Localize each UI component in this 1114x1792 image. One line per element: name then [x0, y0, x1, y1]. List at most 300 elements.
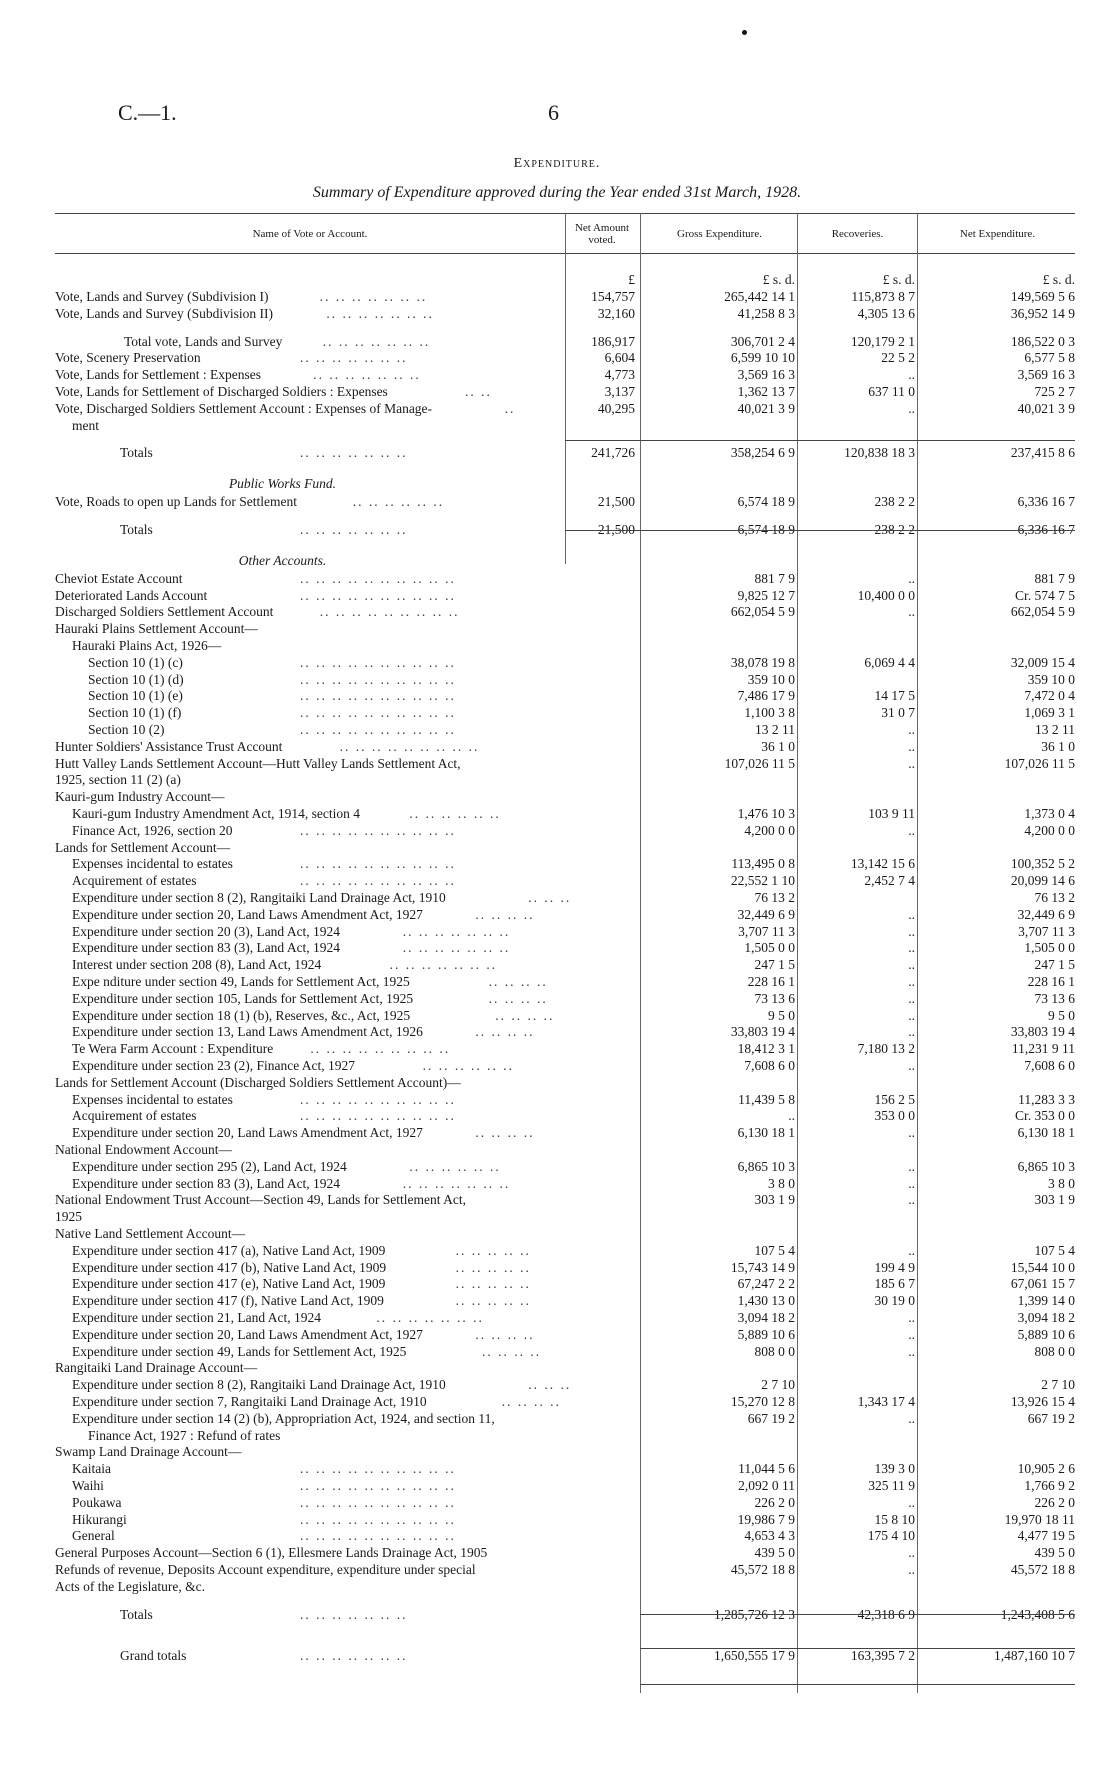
cell-voted: 154,757	[591, 289, 635, 304]
table-row	[0, 1040, 1114, 1057]
cell-rec: 353 0 0	[874, 1108, 915, 1124]
row-label: Expenses incidental to estates	[72, 856, 233, 872]
leader-dots: .. .. .. .. .. .. ..	[319, 289, 428, 304]
cell-rec: ..	[908, 1175, 915, 1191]
cell-net: 3 8 0	[1048, 1175, 1075, 1191]
cell-rec: 115,873 8 7	[851, 289, 915, 304]
cell-rec: 163,395 7 2	[850, 1648, 915, 1664]
row-label: Finance Act, 1927 : Refund of rates	[88, 1427, 281, 1443]
table-row	[0, 400, 1114, 417]
unit-net: £ s. d.	[1042, 272, 1075, 287]
cell-net: 4,477 19 5	[1017, 1528, 1075, 1544]
unit-gross: £ s. d.	[762, 272, 795, 287]
cell-rec: 7,180 13 2	[857, 1041, 915, 1057]
leader-dots: .. .. .. .. .. .. ..	[402, 940, 511, 956]
cell-gross: 73 13 6	[754, 990, 795, 1006]
leader-dots: .. .. .. .. .. .. ..	[300, 1648, 408, 1664]
table-row	[0, 620, 1114, 637]
totals-rule-1	[565, 440, 1075, 441]
table-row	[0, 889, 1114, 906]
row-label: Native Land Settlement Account—	[55, 1226, 246, 1241]
row-label: Expenditure under section 23 (2), Finance Act, 1927	[72, 1058, 356, 1073]
cell-net: 67,061 15 7	[1010, 1276, 1075, 1292]
cell-rec: 42,318 6 9	[857, 1606, 915, 1622]
cell-voted: 32,160	[597, 305, 635, 321]
cell-net: 13,926 15 4	[1010, 1394, 1075, 1409]
row-label: Cheviot Estate Account	[55, 570, 183, 586]
cell-gross: 76 13 2	[754, 890, 795, 905]
table-row	[0, 755, 1114, 772]
cell-rec: 325 11 9	[868, 1478, 915, 1493]
table-row	[0, 1175, 1114, 1192]
row-label: Expenditure under section 83 (3), Land Act, 1924	[72, 1175, 341, 1191]
row-label: Vote, Lands for Settlement of Discharged Soldiers : Expenses	[55, 384, 388, 399]
cell-rec: 10,400 0 0	[857, 587, 915, 603]
table-row	[0, 1292, 1114, 1309]
row-label: Expenditure under section 8 (2), Rangitaiki Land Drainage Act, 1910	[72, 1377, 446, 1393]
col-header-gross: Gross Expenditure.	[677, 228, 762, 240]
table-row	[0, 906, 1114, 923]
row-label: Refunds of revenue, Deposits Account expenditure, expenditure under special	[55, 1562, 476, 1577]
table-row	[0, 587, 1114, 604]
cell-net: 667 19 2	[1027, 1410, 1075, 1426]
table-row	[0, 855, 1114, 872]
leader-dots: .. .. .. .. .. .. .. .. .. ..	[300, 654, 456, 670]
cell-rec: ..	[908, 1494, 915, 1510]
table-row	[0, 704, 1114, 721]
cell-gross: 265,442 14 1	[724, 289, 795, 304]
leader-dots: .. .. .. .. .. .. .. .. .. ..	[300, 688, 456, 704]
section-heading-row	[0, 475, 1114, 492]
table-row	[0, 417, 1114, 434]
cell-gross: 4,653 4 3	[744, 1528, 795, 1544]
cell-rec: 156 2 5	[874, 1091, 915, 1107]
cell-rec: ..	[908, 1343, 915, 1359]
row-label: General	[72, 1528, 115, 1544]
row-label: Section 10 (1) (e)	[88, 688, 183, 704]
table-row	[0, 1443, 1114, 1460]
cell-rec: 175 4 10	[867, 1528, 915, 1544]
row-label: Expenditure under section 20, Land Laws Amendment Act, 1927	[72, 1326, 423, 1342]
cell-gross: 33,803 19 4	[730, 1024, 795, 1040]
leader-dots: .. .. .. .. ..	[455, 1276, 531, 1292]
row-label: National Endowment Account—	[55, 1142, 232, 1157]
table-row	[0, 366, 1114, 383]
row-label: 1925, section 11 (2) (a)	[55, 772, 181, 788]
cell-rec: 14 17 5	[874, 688, 915, 704]
table-row	[0, 603, 1114, 620]
cell-gross: 45,572 18 8	[730, 1562, 795, 1577]
leader-dots: .. .. .. .. .. .. ..	[376, 1310, 484, 1325]
cell-rec: ..	[908, 570, 915, 586]
leader-dots: .. .. .. .. .. .. .. .. .. ..	[300, 822, 456, 838]
cell-gross: 1,650,555 17 9	[714, 1648, 795, 1664]
leader-dots: .. .. .. .. .. .. .. .. .. ..	[300, 722, 456, 737]
cell-net: 15,544 10 0	[1010, 1259, 1075, 1275]
table-row	[0, 1460, 1114, 1477]
report-reference: C.—1.	[118, 100, 177, 125]
cell-rec: 22 5 2	[881, 350, 915, 366]
table-row	[0, 654, 1114, 671]
cell-rec: 31 0 7	[881, 705, 915, 721]
cell-rec: ..	[908, 738, 915, 754]
table-row	[0, 1259, 1114, 1276]
cell-gross: 9,825 12 7	[737, 587, 795, 603]
table-row	[0, 788, 1114, 805]
table-row	[0, 1007, 1114, 1024]
table-row	[0, 1242, 1114, 1259]
table-row	[0, 1091, 1114, 1108]
cell-net: Cr. 574 7 5	[1014, 587, 1075, 603]
cell-rec: 139 3 0	[874, 1461, 915, 1477]
cell-rec: ..	[908, 1310, 915, 1325]
cell-net: 40,021 3 9	[1017, 400, 1075, 416]
row-label: Kauri-gum Industry Account—	[55, 789, 225, 805]
table-row	[0, 1191, 1114, 1208]
row-label: Kaitaia	[72, 1461, 111, 1477]
row-label: Section 10 (1) (d)	[88, 671, 184, 687]
table-row	[0, 305, 1114, 322]
cell-gross: 113,495 0 8	[731, 856, 795, 872]
row-label: Rangitaiki Land Drainage Account—	[55, 1360, 258, 1376]
cell-gross: 226 2 0	[754, 1494, 795, 1510]
cell-gross: 32,449 6 9	[737, 906, 795, 922]
row-label: Lands for Settlement Account—	[55, 839, 231, 855]
totals-rule-3	[640, 1614, 1075, 1615]
leader-dots: .. .. ..	[528, 890, 572, 905]
cell-rec: ..	[908, 1410, 915, 1426]
cell-net: 11,283 3 3	[1018, 1091, 1075, 1107]
cell-gross: 1,362 13 7	[737, 384, 795, 399]
table-row	[0, 1309, 1114, 1326]
cell-rec: 6,069 4 4	[864, 654, 915, 670]
table-row	[0, 822, 1114, 839]
cell-net: 32,009 15 4	[1010, 654, 1075, 670]
cell-net: 45,572 18 8	[1010, 1562, 1075, 1577]
col-header-name: Name of Vote or Account.	[252, 228, 368, 240]
cell-gross: 107,026 11 5	[724, 755, 795, 771]
leader-dots: .. .. .. ..	[482, 1343, 542, 1359]
cell-rec: ..	[908, 990, 915, 1006]
cell-gross: 1,285,726 12 3	[714, 1606, 795, 1622]
cell-net: 6,336 16 7	[1017, 494, 1075, 510]
table-row	[0, 1343, 1114, 1360]
cell-net: 7,472 0 4	[1024, 688, 1075, 704]
cell-gross: 40,021 3 9	[737, 400, 795, 416]
cell-rec: ..	[908, 1545, 915, 1561]
leader-dots: ..	[504, 400, 516, 416]
cell-gross: 7,608 6 0	[744, 1058, 795, 1073]
cell-voted: 186,917	[591, 333, 635, 349]
cell-net: 2 7 10	[1041, 1377, 1075, 1393]
col-header-recoveries: Recoveries.	[831, 228, 884, 240]
ink-dot	[742, 30, 747, 35]
row-label: Public Works Fund.	[228, 476, 337, 492]
leader-dots: .. .. .. .. .. .. .. .. .. ..	[300, 1108, 456, 1124]
cell-net: 7,608 6 0	[1024, 1058, 1075, 1073]
cell-net: 76 13 2	[1034, 890, 1075, 905]
cell-gross: 6,865 10 3	[737, 1158, 795, 1174]
row-label: Discharged Soldiers Settlement Account	[55, 604, 274, 620]
cell-gross: 303 1 9	[754, 1192, 795, 1208]
row-label: Deteriorated Lands Account	[55, 587, 208, 603]
cell-rec: 13,142 15 6	[850, 856, 915, 872]
cell-net: 237,415 8 6	[1010, 445, 1075, 461]
row-label: 1925	[55, 1209, 82, 1225]
cell-net: 36,952 14 9	[1010, 305, 1075, 321]
cell-net: 36 1 0	[1041, 738, 1075, 754]
cell-gross: 358,254 6 9	[730, 445, 795, 461]
cell-net: 1,373 0 4	[1024, 806, 1075, 821]
row-label: Vote, Lands and Survey (Subdivision I)	[55, 289, 269, 304]
cell-gross: 1,476 10 3	[737, 806, 795, 821]
cell-gross: 439 5 0	[754, 1545, 795, 1561]
cell-gross: 3 8 0	[768, 1175, 795, 1191]
table-row	[0, 637, 1114, 654]
leader-dots: .. .. .. .. .. .. ..	[389, 957, 498, 973]
cell-gross: 3,569 16 3	[737, 367, 795, 383]
section-heading-row	[0, 552, 1114, 569]
cell-rec: ..	[908, 367, 915, 383]
leader-dots: .. .. .. ..	[501, 1394, 561, 1409]
table-row	[0, 1057, 1114, 1074]
units-row	[0, 271, 1114, 288]
cell-net: 662,054 5 9	[1010, 604, 1075, 620]
cell-net: 3,094 18 2	[1017, 1310, 1075, 1325]
cell-net: 808 0 0	[1034, 1343, 1075, 1359]
row-label: Totals	[120, 1606, 153, 1622]
cell-net: 6,130 18 1	[1017, 1125, 1075, 1141]
leader-dots: .. .. .. .. .. .. ..	[402, 1175, 511, 1191]
row-label: Expenditure under section 417 (f), Native Land Act, 1909	[72, 1293, 384, 1309]
cell-rec: ..	[908, 604, 915, 620]
leader-dots: .. .. .. .. .. .. .. .. .. ..	[300, 1494, 456, 1510]
table-row	[0, 1359, 1114, 1376]
row-label: Hunter Soldiers' Assistance Trust Account	[55, 738, 283, 754]
table-caption: Summary of Expenditure approved during the Year ended 31st March, 1928.	[312, 184, 802, 201]
cell-rec: 15 8 10	[874, 1511, 915, 1527]
cell-gross: 38,078 19 8	[730, 654, 795, 670]
table-row	[0, 1427, 1114, 1444]
table-row	[0, 973, 1114, 990]
row-label: Section 10 (2)	[88, 722, 165, 737]
cell-net: 1,487,160 10 7	[994, 1648, 1075, 1664]
row-label: Swamp Land Drainage Account—	[55, 1444, 242, 1460]
row-label: Hauraki Plains Act, 1926—	[72, 638, 222, 653]
row-label: Expenses incidental to estates	[72, 1091, 233, 1107]
row-label: Expe nditure under section 49, Lands for Settlement Act, 1925	[72, 974, 410, 989]
table-row	[0, 288, 1114, 305]
leader-dots: .. .. .. .. .. .. .. .. .. ..	[300, 1528, 456, 1544]
row-label: Interest under section 208 (8), Land Act, 1924	[72, 957, 322, 973]
table-row	[0, 1023, 1114, 1040]
cell-net: 20,099 14 6	[1010, 873, 1075, 889]
table-row	[0, 1275, 1114, 1292]
cell-rec: 2,452 7 4	[864, 873, 915, 889]
totals-rule-4	[640, 1648, 1075, 1649]
table-row	[0, 1494, 1114, 1511]
row-label: Acquirement of estates	[72, 1108, 197, 1124]
cell-rec: ..	[908, 1058, 915, 1073]
section-title: Expenditure.	[513, 156, 601, 171]
cell-rec: ..	[908, 906, 915, 922]
table-row	[0, 1511, 1114, 1528]
cell-net: 226 2 0	[1034, 1494, 1075, 1510]
leader-dots: .. .. .. ..	[495, 1007, 555, 1023]
table-row	[0, 1326, 1114, 1343]
leader-dots: .. .. .. .. .. .. .. .. ..	[339, 738, 480, 754]
table-row	[0, 1561, 1114, 1578]
totals-row	[0, 1647, 1114, 1664]
row-label: Waihi	[72, 1478, 104, 1493]
cell-gross: 6,574 18 9	[737, 494, 795, 510]
cell-gross: 667 19 2	[747, 1410, 795, 1426]
row-label: Expenditure under section 417 (b), Native Land Act, 1909	[72, 1259, 387, 1275]
cell-net: 107,026 11 5	[1004, 755, 1075, 771]
cell-voted: 21,500	[597, 522, 635, 537]
table-row	[0, 1477, 1114, 1494]
cell-gross: 107 5 4	[754, 1242, 795, 1258]
cell-gross: 13 2 11	[755, 722, 795, 737]
cell-gross: 19,986 7 9	[737, 1511, 795, 1527]
cell-rec: ..	[908, 1326, 915, 1342]
row-label: General Purposes Account—Section 6 (1), Ellesmere Lands Drainage Act, 1905	[55, 1545, 488, 1561]
leader-dots: .. .. .. .. .. .. ..	[313, 367, 421, 383]
cell-net: 19,970 18 11	[1004, 1511, 1075, 1527]
cell-rec: ..	[908, 1007, 915, 1023]
leader-dots: .. .. .. .. .. .. ..	[300, 522, 408, 537]
cell-gross: 6,574 18 9	[737, 522, 795, 537]
cell-rec: ..	[908, 722, 915, 737]
row-label: Acquirement of estates	[72, 873, 197, 889]
col-header-voted: Net Amount voted.	[574, 222, 630, 246]
row-label: Total vote, Lands and Survey	[124, 333, 283, 349]
leader-dots: .. .. .. .. .. ..	[422, 1058, 514, 1073]
table-row	[0, 1410, 1114, 1427]
row-label: Lands for Settlement Account (Discharged Soldiers Settlement Account)—	[55, 1074, 461, 1090]
cell-rec: 120,838 18 3	[844, 445, 915, 461]
cell-voted: 241,726	[591, 445, 635, 461]
cell-net: 186,522 0 3	[1010, 333, 1075, 349]
table-row	[0, 805, 1114, 822]
cell-net: 3,707 11 3	[1018, 923, 1075, 939]
cell-gross: 6,599 10 10	[730, 350, 795, 366]
page-number: 6	[548, 100, 559, 125]
cell-net: 107 5 4	[1034, 1242, 1075, 1258]
row-label: Expenditure under section 8 (2), Rangitaiki Land Drainage Act, 1910	[72, 890, 446, 905]
table-row	[0, 570, 1114, 587]
cell-gross: 41,258 8 3	[737, 305, 795, 321]
totals-rule-2	[565, 530, 1075, 531]
cell-rec: 637 11 0	[868, 384, 915, 399]
row-label: Totals	[120, 445, 153, 461]
cell-rec: 185 6 7	[874, 1276, 915, 1292]
leader-dots: .. .. .. .. .. .. .. .. .. ..	[300, 1091, 456, 1107]
row-label: Expenditure under section 105, Lands for Settlement Act, 1925	[72, 990, 414, 1006]
leader-dots: .. .. .. ..	[475, 906, 535, 922]
cell-gross: 359 10 0	[747, 671, 795, 687]
cell-voted: 3,137	[604, 384, 635, 399]
cell-rec: 120,179 2 1	[850, 333, 915, 349]
leader-dots: .. .. .. ..	[475, 1125, 535, 1141]
row-label: Kauri-gum Industry Amendment Act, 1914, section 4	[72, 806, 360, 821]
leader-dots: .. .. .. .. ..	[455, 1242, 531, 1258]
table-row	[0, 1124, 1114, 1141]
cell-net: 100,352 5 2	[1010, 856, 1075, 872]
cell-rec: 1,343 17 4	[857, 1394, 915, 1409]
row-label: Totals	[120, 522, 153, 537]
leader-dots: .. .. .. .. .. .. .. .. .. ..	[300, 1461, 456, 1477]
cell-net: 1,505 0 0	[1024, 940, 1075, 956]
cell-gross: 15,270 12 8	[730, 1394, 795, 1409]
row-label: Grand totals	[120, 1648, 187, 1664]
leader-dots: .. .. .. .. ..	[455, 1259, 531, 1275]
row-label: Te Wera Farm Account : Expenditure	[72, 1041, 274, 1057]
leader-dots: .. .. .. ..	[475, 1024, 535, 1040]
cell-rec: ..	[908, 1192, 915, 1208]
cell-gross: 228 16 1	[747, 974, 795, 989]
cell-rec: ..	[908, 822, 915, 838]
leader-dots: .. .. .. .. .. .. .. .. .. ..	[300, 671, 456, 687]
leader-dots: .. .. .. .. .. .. .. .. .. ..	[300, 1511, 456, 1527]
table-row	[0, 1074, 1114, 1091]
cell-rec: ..	[908, 940, 915, 956]
leader-dots: .. .. .. .. .. .. .. .. .. ..	[300, 856, 456, 872]
cell-rec: ..	[908, 1125, 915, 1141]
leader-dots: .. .. .. .. .. .. ..	[326, 305, 434, 321]
row-label: Expenditure under section 49, Lands for Settlement Act, 1925	[72, 1343, 407, 1359]
row-label: Poukawa	[72, 1494, 122, 1510]
leader-dots: .. .. .. .. ..	[455, 1293, 531, 1309]
cell-gross: 3,094 18 2	[737, 1310, 795, 1325]
leader-dots: .. .. .. .. .. .. ..	[300, 445, 408, 461]
unit-voted: £	[628, 272, 635, 287]
cell-rec: 238 2 2	[874, 522, 915, 537]
row-label: Vote, Lands and Survey (Subdivision II)	[55, 305, 273, 321]
cell-rec: ..	[908, 1562, 915, 1577]
table-row	[0, 687, 1114, 704]
cell-gross: 808 0 0	[754, 1343, 795, 1359]
cell-rec: ..	[908, 1158, 915, 1174]
leader-dots: .. .. .. .. .. .. ..	[300, 1606, 408, 1622]
row-label: Hutt Valley Lands Settlement Account—Hutt Valley Lands Settlement Act,	[55, 755, 461, 771]
cell-voted: 40,295	[597, 400, 635, 416]
cell-gross: 1,100 3 8	[744, 705, 795, 721]
cell-net: 33,803 19 4	[1010, 1024, 1075, 1040]
row-label: Section 10 (1) (c)	[88, 654, 183, 670]
row-label: Expenditure under section 18 (1) (b), Reserves, &c., Act, 1925	[72, 1007, 411, 1023]
leader-dots: .. .. .. .. .. ..	[352, 494, 445, 510]
cell-rec: 103 9 11	[868, 806, 915, 821]
table-row	[0, 738, 1114, 755]
cell-net: 1,399 14 0	[1017, 1293, 1075, 1309]
cell-net: 9 5 0	[1048, 1007, 1075, 1023]
cell-gross: 7,486 17 9	[737, 688, 795, 704]
leader-dots: .. .. .. ..	[488, 990, 548, 1006]
table-row	[0, 349, 1114, 366]
cell-net: 3,569 16 3	[1017, 367, 1075, 383]
table-row	[0, 1527, 1114, 1544]
cell-net: 6,336 16 7	[1017, 522, 1075, 537]
table-row	[0, 1225, 1114, 1242]
table-row	[0, 721, 1114, 738]
leader-dots: .. .. .. .. .. .. .. .. .. ..	[300, 587, 456, 603]
table-row	[0, 956, 1114, 973]
table-row	[0, 839, 1114, 856]
cell-gross: 1,505 0 0	[744, 940, 795, 956]
leader-dots: .. .. .. .. .. .. .. .. .. ..	[300, 705, 456, 721]
table-row	[0, 1141, 1114, 1158]
